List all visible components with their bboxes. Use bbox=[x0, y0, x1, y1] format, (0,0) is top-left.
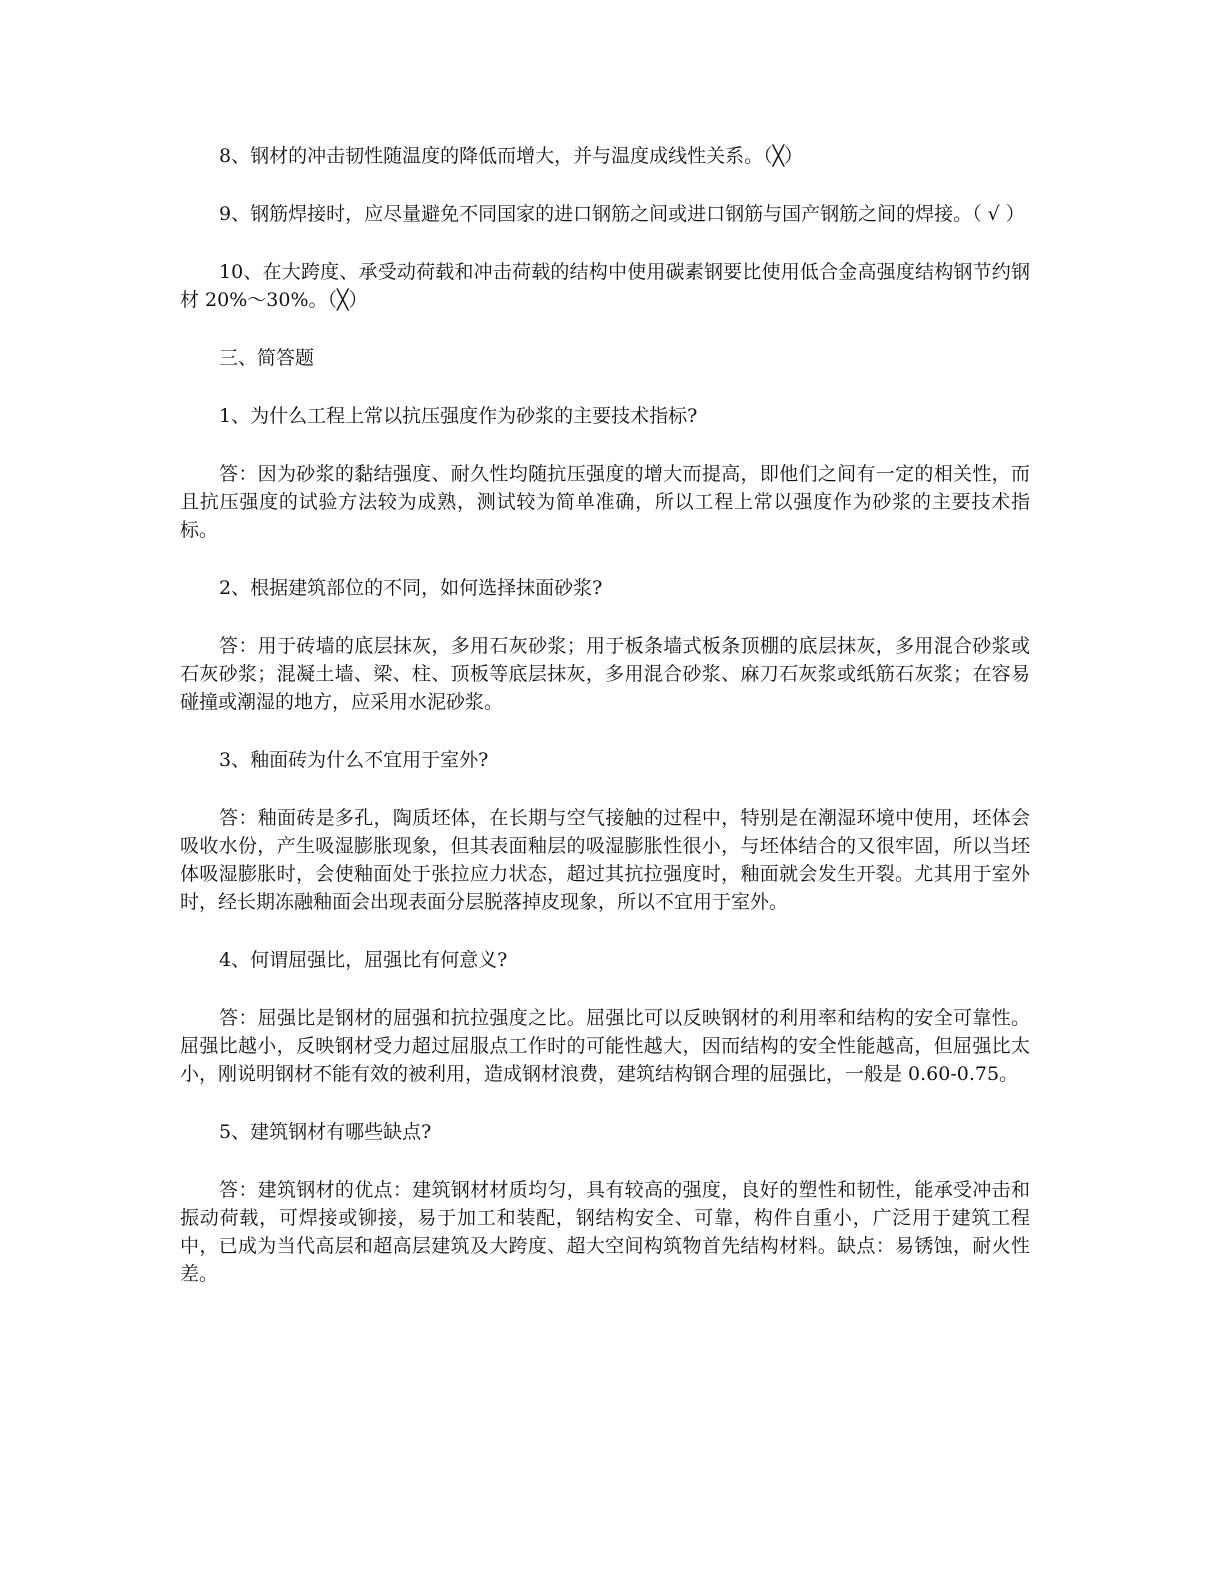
answer-5: 答：建筑钢材的优点：建筑钢材材质均匀，具有较高的强度，良好的塑性和韧性，能承受冲击和振动荷载，可焊接或铆接，易于加工和装配，钢结构安全、可靠，构件自重小，广泛用于建筑工程中，已成为当代高层和超高层建筑及大跨度、超大空间构筑物首先结构材料。缺点：易锈蚀，耐火性差。 bbox=[180, 1179, 1030, 1285]
answer-3: 答：釉面砖是多孔，陶质坯体，在长期与空气接触的过程中，特别是在潮湿环境中使用，坯体会吸收水份，产生吸湿膨胀现象，但其表面釉层的吸湿膨胀性很小，与坯体结合的又很牢固，所以当坯体吸湿膨胀时，会使釉面处于张拉应力状态，超过其抗拉强度时，釉面就会发生开裂。尤其用于室外时，经长期冻融釉面会出现表面分层脱落掉皮现象，所以不宜用于室外。 bbox=[180, 807, 1030, 913]
question-3: 3、釉面砖为什么不宜用于室外? bbox=[219, 749, 489, 771]
answer-4: 答：屈强比是钢材的屈强和抗拉强度之比。屈强比可以反映钢材的利用率和结构的安全可靠性。屈强比越小，反映钢材受力超过屈服点工作时的可能性越大，因而结构的安全性能越高，但屈强比太小，刚说明钢材不能有效的被利用，造成钢材浪费，建筑结构钢合理的屈强比，一般是 0.60-0.75。 bbox=[180, 1007, 1030, 1085]
section-heading-short-answer: 三、简答题 bbox=[219, 347, 315, 369]
answer-1: 答：因为砂浆的黏结强度、耐久性均随抗压强度的增大而提高，即他们之间有一定的相关性，而且抗压强度的试验方法较为成熟，测试较为简单准确，所以工程上常以强度作为砂浆的主要技术指标。 bbox=[180, 463, 1030, 541]
question-5: 5、建筑钢材有哪些缺点? bbox=[219, 1121, 432, 1143]
true-false-item-8: 8、钢材的冲击韧性随温度的降低而增大，并与温度成线性关系。（╳） bbox=[219, 145, 804, 167]
true-false-item-10: 10、在大跨度、承受动荷载和冲击荷载的结构中使用碳素钢要比使用低合金高强度结构钢节约钢材 20%～30%。（╳） bbox=[180, 261, 1030, 311]
answer-2: 答：用于砖墙的底层抹灰，多用石灰砂浆；用于板条墙式板条顶棚的底层抹灰，多用混合砂浆或石灰砂浆；混凝土墙、梁、柱、顶板等底层抹灰，多用混合砂浆、麻刀石灰浆或纸筋石灰浆；在容易碰撞或潮湿的地方，应采用水泥砂浆。 bbox=[180, 635, 1030, 713]
question-2: 2、根据建筑部位的不同，如何选择抹面砂浆? bbox=[219, 577, 603, 599]
question-1: 1、为什么工程上常以抗压强度作为砂浆的主要技术指标? bbox=[219, 405, 698, 427]
question-4: 4、何谓屈强比，屈强比有何意义? bbox=[219, 949, 508, 971]
true-false-item-9: 9、钢筋焊接时，应尽量避免不同国家的进口钢筋之间或进口钢筋与国产钢筋之间的焊接。（ √ ） bbox=[219, 203, 1025, 225]
document-body bbox=[180, 142, 1030, 1318]
